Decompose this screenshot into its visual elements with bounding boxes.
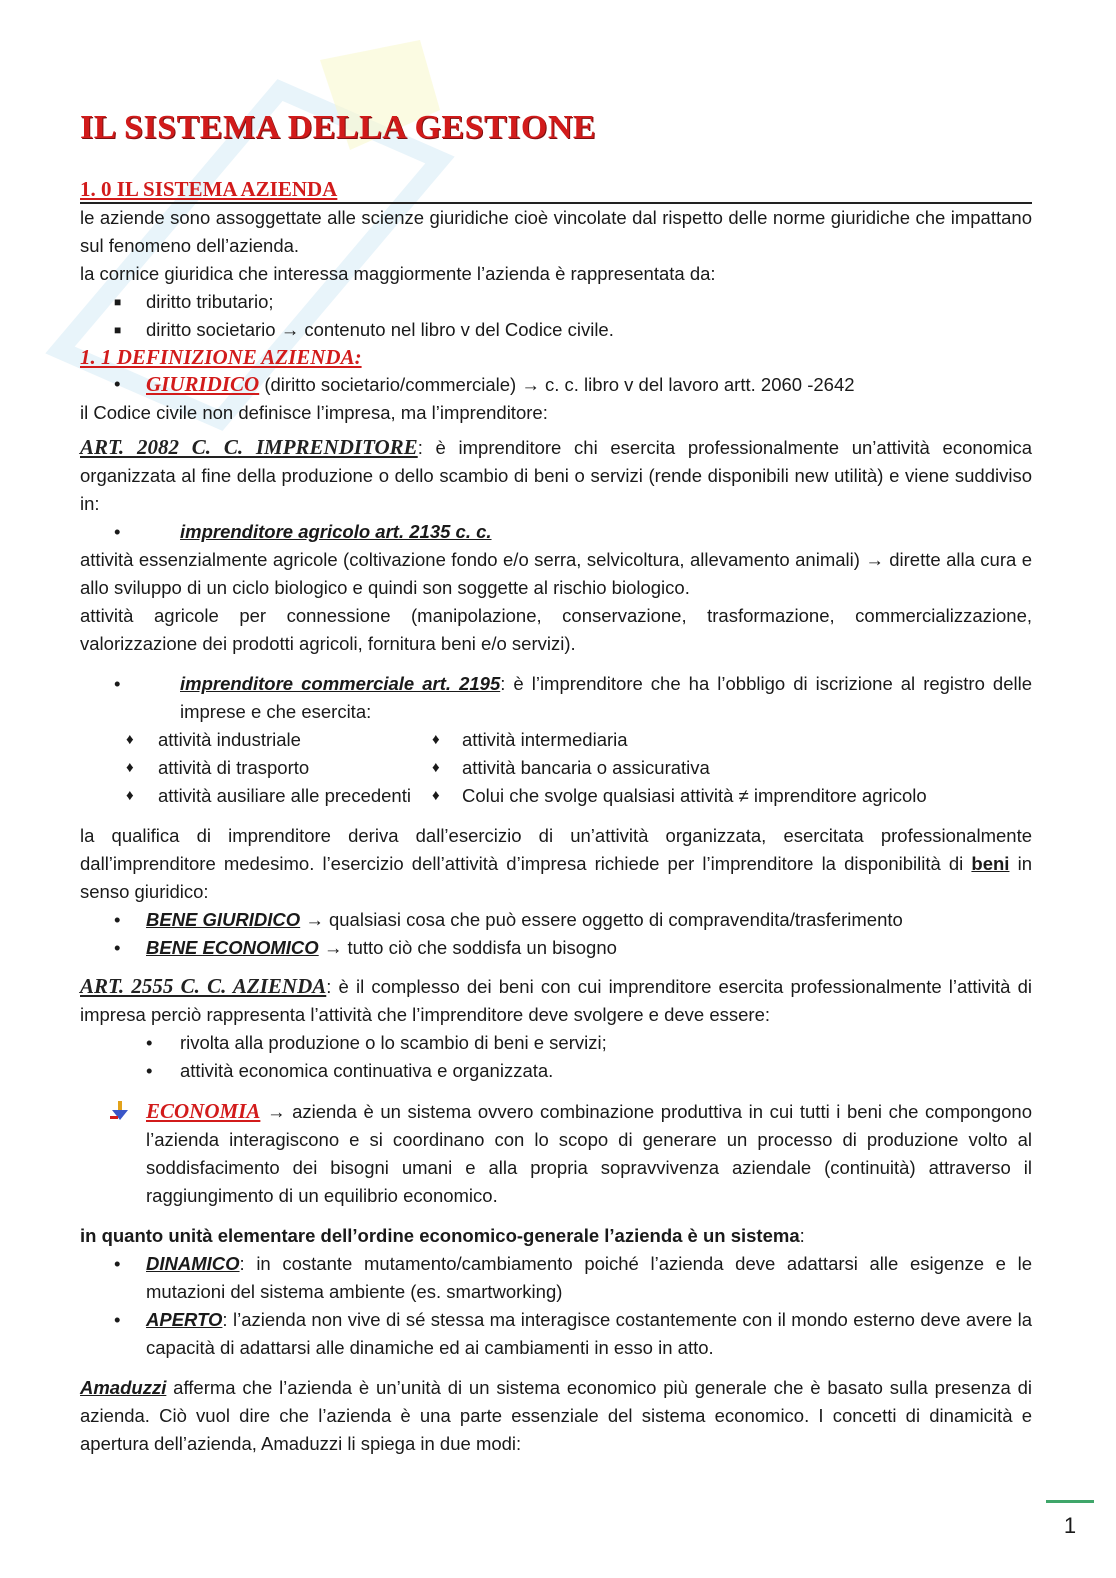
bullet-icon: • [114, 521, 121, 542]
diamond-bullet-icon: ♦ [432, 787, 440, 804]
arrow-down-icon [110, 1101, 130, 1129]
paragraph: attività essenzialmente agricole (coltivazione fondo e/o serra, selvicoltura, allevamento animali) → dirette alla cura e allo sviluppo di un ciclo biologico e quindi son soggette al rischio biologico. [80, 549, 1032, 598]
activity-item: ♦ Colui che svolge qualsiasi attività ≠ imprenditore agricolo [432, 782, 1032, 810]
list-item: • BENE GIURIDICO → qualsiasi cosa che può essere oggetto di compravendita/trasferimento [80, 906, 1032, 934]
bullet-icon: • [114, 1253, 121, 1274]
amaduzzi-label: Amaduzzi [80, 1377, 167, 1398]
economia-block: ECONOMIA → azienda è un sistema ovvero combinazione produttiva in cui tutti i beni che compongono l’azienda interagiscono e si coordinano con lo scopo di generare un processo di produzione volto al soddisfacimento dei bisogni umani e alla propria sopravvivenza aziendale (continuità) attraverso il raggiungimento di un equilibrio economico. [80, 1097, 1032, 1210]
page-number: 1 [1046, 1500, 1094, 1549]
list-item: • attività economica continuativa e organizzata. [80, 1057, 1032, 1085]
bullet-icon: • [146, 1032, 153, 1053]
bullet-icon: • [114, 909, 121, 930]
bullet-icon: • [146, 1060, 153, 1081]
agricolo-label: imprenditore agricolo art. 2135 c. c. [180, 521, 492, 542]
list-item: ■ diritto tributario; [80, 288, 1032, 316]
activity-item: ♦ attività di trasporto [80, 754, 432, 782]
paragraph: attività agricole per connessione (manipolazione, conservazione, trasformazione, commercializzazione, valorizzazione dei prodotti agricoli, fornitura beni e/o servizi). [80, 605, 1032, 654]
article-2555: ART. 2555 C. C. AZIENDA: è il complesso dei beni con cui imprenditore esercita professionalmente l’attività di impresa perciò rappresenta l’attività che l’imprenditore deve svolgere e deve essere: [80, 974, 1032, 1025]
list-item: • imprenditore commerciale art. 2195: è l’imprenditore che ha l’obbligo di iscrizione al registro delle imprese e che esercita: [80, 670, 1032, 726]
beni-list [80, 906, 1032, 962]
activities-grid [80, 726, 1032, 810]
diamond-bullet-icon: ♦ [126, 759, 134, 776]
bullet-icon: • [114, 373, 121, 394]
paragraph: la qualifica di imprenditore deriva dall’esercizio di un’attività organizzata, esercitata professionalmente dall’imprenditore medesimo. l’esercizio dell’attività d’impresa richiede per l’imprenditore la disponibilità di beni in senso giuridico: [80, 825, 1032, 902]
list-item: ■ diritto societario → contenuto nel libro v del Codice civile. [80, 316, 1032, 344]
definition-list [80, 370, 1032, 399]
list-item: • DINAMICO: in costante mutamento/cambiamento poiché l’azienda deve adattarsi alle esigenze e le mutazioni del sistema ambiente (es. smartworking) [80, 1250, 1032, 1306]
activity-item: ♦ attività bancaria o assicurativa [432, 754, 1032, 782]
list-item: • GIURIDICO (diritto societario/commerciale) → c. c. libro v del lavoro artt. 2060 -2642 [114, 372, 855, 396]
list-item: • APERTO: l’azienda non vive di sé stessa ma interagisce costantemente con il mondo esterno deve avere la capacità di adattarsi alle dinamiche ed ai cambiamenti in esso in atto. [80, 1306, 1032, 1362]
bullet-icon: • [114, 673, 121, 694]
system-types-list [80, 1250, 1032, 1362]
list-item: • BENE ECONOMICO → tutto ciò che soddisfa un bisogno [80, 934, 1032, 962]
article-label: ART. 2555 C. C. AZIENDA [80, 974, 327, 998]
section-heading-sistema-azienda: 1. 0 IL SISTEMA AZIENDA [80, 176, 1032, 204]
page-title: IL SISTEMA DELLA GESTIONE [80, 109, 597, 146]
document-page [80, 108, 1032, 1458]
paragraph: Amaduzzi afferma che l’azienda è un’unità di un sistema economico più generale che è basato sulla presenza di azienda. Ciò vuol dire che l’azienda è una parte essenziale del sistema economico. I concetti di dinamicità e apertura dell’azienda, Amaduzzi li spiega in due modi: [80, 1377, 1032, 1454]
diamond-bullet-icon: ♦ [432, 759, 440, 776]
agricolo-list [80, 518, 1032, 546]
giuridico-label: GIURIDICO [146, 372, 260, 396]
list-item: • rivolta alla produzione o lo scambio di beni e servizi; [80, 1029, 1032, 1057]
azienda-requirements-list [80, 1029, 1032, 1085]
square-bullet-icon: ■ [114, 323, 122, 337]
section-heading-definizione-azienda: 1. 1 DEFINIZIONE AZIENDA: [80, 345, 362, 369]
diamond-bullet-icon: ♦ [126, 787, 134, 804]
paragraph: il Codice civile non definisce l’impresa, ma l’imprenditore: [80, 402, 548, 423]
article-2082: ART. 2082 C. C. IMPRENDITORE: è imprenditore chi esercita professionalmente un’attività economica organizzata al fine della produzione o dello scambio di beni o servizi (rende disponibili new utilità) e viene suddiviso in: [80, 435, 1033, 514]
paragraph: in quanto unità elementare dell’ordine economico-generale l’azienda è un sistema: [80, 1225, 805, 1246]
legal-frame-list [80, 288, 1032, 344]
paragraph: le aziende sono assoggettate alle scienze giuridiche cioè vincolate dal rispetto delle norme giuridiche che impattano sul fenomeno dell’azienda. [80, 207, 1032, 256]
diamond-bullet-icon: ♦ [432, 731, 440, 748]
diamond-bullet-icon: ♦ [126, 731, 134, 748]
square-bullet-icon: ■ [114, 295, 122, 309]
economia-label: ECONOMIA [146, 1099, 261, 1123]
activity-item: ♦ attività ausiliare alle precedenti [80, 782, 432, 810]
commerciale-list [80, 670, 1032, 726]
list-item [80, 518, 1032, 546]
bullet-icon: • [114, 1309, 121, 1330]
activity-item: ♦ attività industriale [80, 726, 432, 754]
bullet-icon: • [114, 937, 121, 958]
commerciale-label: imprenditore commerciale art. 2195 [180, 673, 501, 694]
article-label: ART. 2082 C. C. IMPRENDITORE [80, 435, 418, 459]
activity-item: ♦ attività intermediaria [432, 726, 1032, 754]
paragraph: la cornice giuridica che interessa maggiormente l’azienda è rappresentata da: [80, 263, 716, 284]
